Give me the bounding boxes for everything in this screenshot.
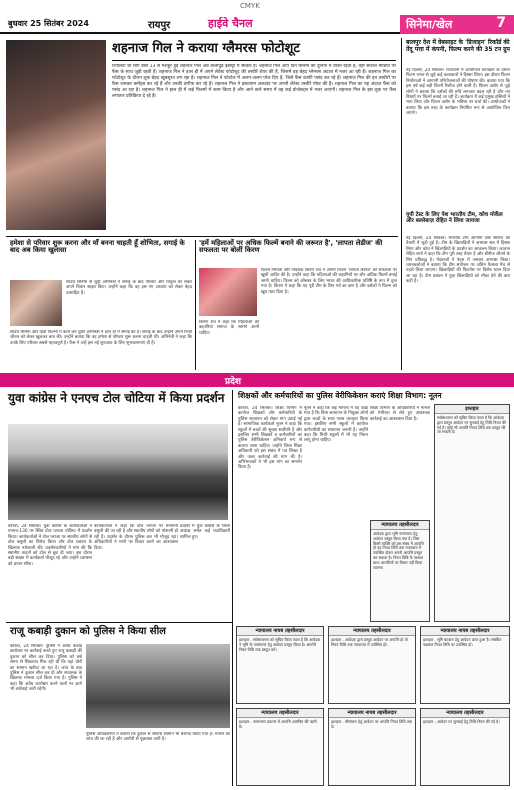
newspaper-logo: हाईवे चैनल [208,17,253,30]
ad-body: इश्तहार - सर्वसाधारण को सूचित किया जाता है कि आवेदक ने भूमि के नामांतरण हेतु आवेदन प्रस्तुत किया है। आपत्ति नियत तिथि तक प्रस्तुत करें। [239,637,321,652]
classified-ad-6 [420,708,510,786]
lead-headline: शहनाज गिल ने कराया ग्लैमरस फोटोशूट [112,41,300,56]
kabadi-body-col2: पुलिस अधिकारियों ने बताया कि दुकान से संदिग्ध सामान भी बरामद किया गया है। मामले की जांच की जा रही है और आरोपी से पूछताछ जारी है। [86,732,230,743]
section-strip-label: प्रदेश [225,377,242,387]
section-banner [400,15,514,34]
ad-body: इश्तहार - नामांतरण प्रकरण में आपत्ति आमंत्रित की जाती है। [239,719,317,729]
story2-headline: हमेशा से परिवार शुरू करना और माँ बनना चाहती हूँ शोभिता, सगाई के बाद अब किया खुलासा [10,239,185,255]
ad-body: इश्तहार - सीमांकन हेतु आवेदन पर आपत्ति नियत तिथि तक दें। [331,719,412,729]
ad-title: न्यायालय तहसीलदार [237,709,323,718]
divider [6,622,232,623]
story2-photo [10,280,62,326]
right-mid-headline: यूपी टेस्ट के लिए पेश भारतीय टीम, कोच मोर्केल और बल्लेबाज़ रोहित ने लिया जायजा [406,212,503,225]
lead-body: रियलिटी शो बिग बॉस 13 से मशहूर हुईं शहनाज गिल अब बॉलीवुड इंडस्ट्री में सक्रिय हैं। शहनाज गिल आए दिन सिनेमा की दुनिया में व्यस्त रहती हैं, वहीं सोशल मीडिया पर फैंस के साथ जुड़ी रहती हैं। शहनाज गिल ने हाल ही में अपने लेटेस्ट फोटोशूट की तस्वीरें शेयर की हैं, जिसमें वह बेहद ग्लैमरस अंदाज में नजर आ रही हैं। शहनाज गिल का फोटोशूट के दौरान लुक बेहद खूबसूरत लग रहा है। शहनाज गिल ने फोटोज में अलग-अलग पोज दिए हैं, जिसे फैंस काफी पसंद कर रहे हैं। शहनाज गिल की इन तस्वीरों पर फैंस जमकर कमेंट्स कर रहे हैं और उनकी तारीफ कर रहे हैं। शहनाज गिल ने इंस्टाग्राम अकाउंट पर अपनी लेटेस्ट तस्वीरें पोस्ट की हैं। शहनाज गिल का यह अंदाज फैंस को पसंद आ रहा है। शहनाज गिल ने हाल ही में कई फिल्मों में काम किया है और आने वाले समय में वह कई प्रोजेक्ट्स में नजर आएंगी। शहनाज गिल के इस लुक पर फैंस लगातार प्रतिक्रिया दे रहे हैं। [112,64,396,99]
column-rule [195,240,196,370]
right-top-body: नई दिल्ली, 24 सितंबर। राजधानी में आयोजित कार्यक्रम के दौरान फिल्म जगत से जुड़े कई कलाकारों ने हिस्सा लिया। इस दौरान फिल्म निर्माताओं ने आगामी परियोजनाओं की घोषणा की। बताया गया कि इस वर्ष कई बड़ी फिल्में रिलीज होने वाली हैं। फिल्म उद्योग से जुड़े लोगों ने बताया कि दर्शकों की रुचि लगातार बदल रही है और नए विषयों पर फिल्में बनाई जा रही हैं। कार्यक्रम में कई प्रमुख हस्तियों ने भाग लिया और फिल्म उद्योग के भविष्य पर चर्चा की। आयोजकों ने बताया कि इस तरह के कार्यक्रम नियमित रूप से आयोजित किए जाएंगे। [406,68,510,117]
lead-photo [6,40,106,230]
ad-body: इश्तहार - आवेदन पर सुनवाई हेतु तिथि नियत की गई है। [423,719,500,724]
notice-title: न्यायालय तहसीलदार [371,521,429,530]
divider [6,236,398,237]
ad-title: न्यायालय तहसीलदार [329,627,415,636]
classified-ad-1 [236,626,324,704]
divider [112,60,396,61]
classified-ad-4 [236,708,324,786]
column-rule [401,38,402,370]
teachers-body-col2: नूतन ने कहा कि कई मामलों में यह देखा गया है कि बिना सत्यापन के नियुक्त लोगों द्वारा बच्चों के साथ गलत व्यवहार किया गया। इसलिए सभी स्कूलों में कार्यरत कर्मचारियों का सत्यापन जरूरी है। उन्होंने कहा कि निजी स्कूलों में भी यह नियम लागू होना चाहिए। [304,406,368,444]
teachers-body: कोरबा, 24 सितंबर। शिक्षा विभाग में कार्यरत शिक्षकों और कर्मचारियों के पुलिस सत्यापन को लेकर मांग उठाई गई है। सामाजिक कार्यकर्ता नूतन ने कहा कि स्कूलों में बच्चों की सुरक्षा सर्वोपरि है और इसलिए सभी शिक्षकों व कर्मचारियों का पुलिस वेरीफिकेशन अनिवार्य रूप से कराया जाना चाहिए। उन्होंने जिला शिक्षा अधिकारी को इस संबंध में पत्र लिखा है और जल्द कार्रवाई की मांग की है। अभिभावकों ने भी इस मांग का समर्थन किया है। [238,406,302,471]
section-strip [0,373,514,387]
issue-date: बुधवार 25 सितंबर 2024 [8,19,89,28]
ad-title: न्यायालय नायब तहसीलदार [237,627,323,636]
classified-ad-2 [328,626,416,704]
edition-city: रायपुर [148,20,171,31]
teachers-body-col3: शिक्षा विभाग के अधिकारियों ने मामले को गंभीरता से लेते हुए आवश्यक कार्रवाई का आश्वासन दिया है। [370,406,430,422]
column-rule [232,390,233,786]
toll-photo [8,424,228,520]
toll-body: कोरबा, 24 सितंबर। युवा कांग्रेस के कार्यकर्ताओं ने एनएच-130 पर स्थित टोल प्लाजा चोटिया में प्रदर्शन किया। कार्यकर्ताओं ने टोल प्लाजा पर स्थानीय लोगों से टोल वसूली का विरोध किया और टोल प्रबंधन के खिलाफ नारेबाजी की। प्रदर्शनकारियों ने मांग की कि स्थानीय वाहनों को टोल से छूट दी जाए। इस दौरान बड़ी संख्या में कार्यकर्ता मौजूद रहे और उन्होंने प्रशासन को ज्ञापन सौंपा। [8,524,92,567]
classified-ad-3 [420,626,510,704]
story2-body-continued: साउथ सिनेमा से जुड़ी अभिनेत्री ने सगाई के बाद परिवार और मातृत्व को लेकर अपने विचार साझा किए। उन्होंने कहा कि वह इस नए अध्याय को लेकर बेहद उत्साहित हैं। [66,280,192,296]
notice-far [434,404,510,622]
notice-column [370,520,430,622]
ad-body: इश्तहार - आवेदक द्वारा प्रस्तुत आवेदन पर आपत्ति हो तो नियत तिथि तक न्यायालय में उपस्थित हों। [331,637,408,647]
right-mid-body: नई दिल्ली, 24 सितंबर। भारतीय टीम आगामी टेस्ट सीरीज की तैयारी में जुटी हुई है। टीम के खिलाड़ियों ने अभ्यास सत्र में हिस्सा लिया और कोच ने खिलाड़ियों के प्रदर्शन का आकलन किया। कप्तान रोहित शर्मा ने कहा कि टीम पूरी तरह तैयार है और सीरीज जीतने के लिए प्रतिबद्ध है। गेंदबाजों ने नेट्स में जमकर अभ्यास किया। चयनकर्ताओं ने बताया कि टीम संयोजन पर अंतिम फैसला मैच से पहले लिया जाएगा। खिलाड़ियों की फिटनेस पर विशेष ध्यान दिया जा रहा है। टीम प्रबंधन ने युवा खिलाड़ियों को मौका देने की बात कही है। [406,236,510,285]
notice-body: आवेदक द्वारा भूमि नामांतरण हेतु आवेदन प्रस्तुत किया गया है। जिस किसी व्यक्ति को इस संबंध में आपत्ति हो वह नियत तिथि तक न्यायालय में उपस्थित होकर अपनी आपत्ति प्रस्तुत कर सकता है। नियत तिथि के पश्चात प्राप्त आपत्तियों पर विचार नहीं किया जाएगा। [373,531,424,570]
kabadi-body: कोरबा, 24 सितंबर। पुलिस ने अवैध कबाड़ कारोबार पर कार्रवाई करते हुए राजू कबाड़ी की दुकान को सील कर दिया। पुलिस को लंबे समय से शिकायत मिल रही थी कि यहां चोरी का सामान खरीदा जा रहा है। जांच के बाद पुलिस ने दुकान सील कर दी और संचालक के खिलाफ मामला दर्ज किया गया है। पुलिस ने कहा कि अवैध कारोबार करने वालों पर आगे भी कार्रवाई जारी रहेगी। [10,644,82,693]
story2-body: साउथ सिनेमा और हिंदी फिल्मों में काम कर चुकी अभिनेत्री ने हाल ही में सगाई की है। सगाई के बाद उन्होंने अपने निजी जीवन को लेकर खुलकर बात की। उन्होंने बताया कि वह हमेशा से परिवार शुरू करना चाहती थीं। अभिनेत्री ने कहा कि उनके लिए परिवार सबसे महत्वपूर्ण है। फैंस ने उन्हें इस नई शुरुआत के लिए शुभकामनाएं दी हैं। [10,330,192,346]
ad-body: इश्तहार - भूमि बंटवारा हेतु आवेदन प्राप्त हुआ है। संबंधित पक्षकार नियत तिथि पर उपस्थित हों। [423,637,502,647]
teachers-headline: शिक्षकों और कर्मचारियों का पुलिस वेरीफिकेशन कराएं शिक्षा विभाग: नूतन [238,391,442,400]
story3-body: फिल्म निर्माता और निर्देशक किरण राव ने अपनी फिल्म 'लापता लेडीज' की सफलता पर खुशी जाहिर की है। उन्होंने कहा कि महिलाओं की कहानियों पर और अधिक फिल्में बनाई जानी चाहिए। फिल्म को ऑस्कर के लिए भारत की आधिकारिक प्रविष्टि के रूप में चुना गया है। किरण ने कहा कि यह पूरी टीम के लिए गर्व का क्षण है और दर्शकों ने फिल्म को खूब प्यार दिया है। [261,268,397,295]
notice-far-body: सर्वसाधारण को सूचित किया जाता है कि आवेदक द्वारा प्रस्तुत आवेदन पर सुनवाई हेतु तिथि नियत की गई है। कोई भी आपत्ति नियत तिथि तक प्रस्तुत की जा सकती है। [437,415,506,435]
classified-ad-5 [328,708,416,786]
notice-far-title: इश्तहार [435,405,509,414]
section-label: सिनेमा/खेल [406,18,453,31]
ad-title: न्यायालय नायब तहसीलदार [421,627,509,636]
story3-headline: 'हमें महिलाओं पर अधिक फिल्में बनाने की जरूरत है', 'लापता लेडीज' की सफलता पर बोलीं किरण [199,239,383,255]
ad-title: न्यायालय नायब तहसीलदार [329,709,415,718]
page-number: 7 [496,15,506,31]
right-top-headline: बालपुर देश में वेबसाइट के 'डिजाइन' रिकॉर्ड की तेंदू पत्ता में कंपनी, फिल्म करने की 35 टन ग्रुप [406,39,510,53]
kabadi-headline: राजू कबाड़ी दुकान को पुलिस ने किया सील [10,626,166,637]
toll-headline: युवा कांग्रेस ने एनएच टोल चोटिया में किया प्रदर्शन [8,391,225,405]
cmyk-marker: CMYK [240,2,260,10]
toll-body-col3: प्रदर्शन में युवा कांग्रेस के जिला अध्यक्ष समेत कई पदाधिकारी शामिल हुए। [180,524,230,540]
ad-title: न्यायालय तहसीलदार [421,709,509,718]
story3-body-left: किरण राव ने कहा कि महिलाओं की कहानियां समाज के सामने आनी चाहिए। [199,320,259,336]
story3-photo [199,268,257,316]
kabadi-photo [86,644,230,728]
toll-body-col2: कार्यकर्ताओं ने कहा कि टोल प्लाजा पर मनमानी वसूली की जा रही है और स्थानीय लोगों को परेशानी हो रही है। प्रदर्शन के दौरान पुलिस बल भी मौजूद रहा। अधिकारियों ने मांगों पर विचार करने का आश्वासन दिया। [94,524,178,551]
